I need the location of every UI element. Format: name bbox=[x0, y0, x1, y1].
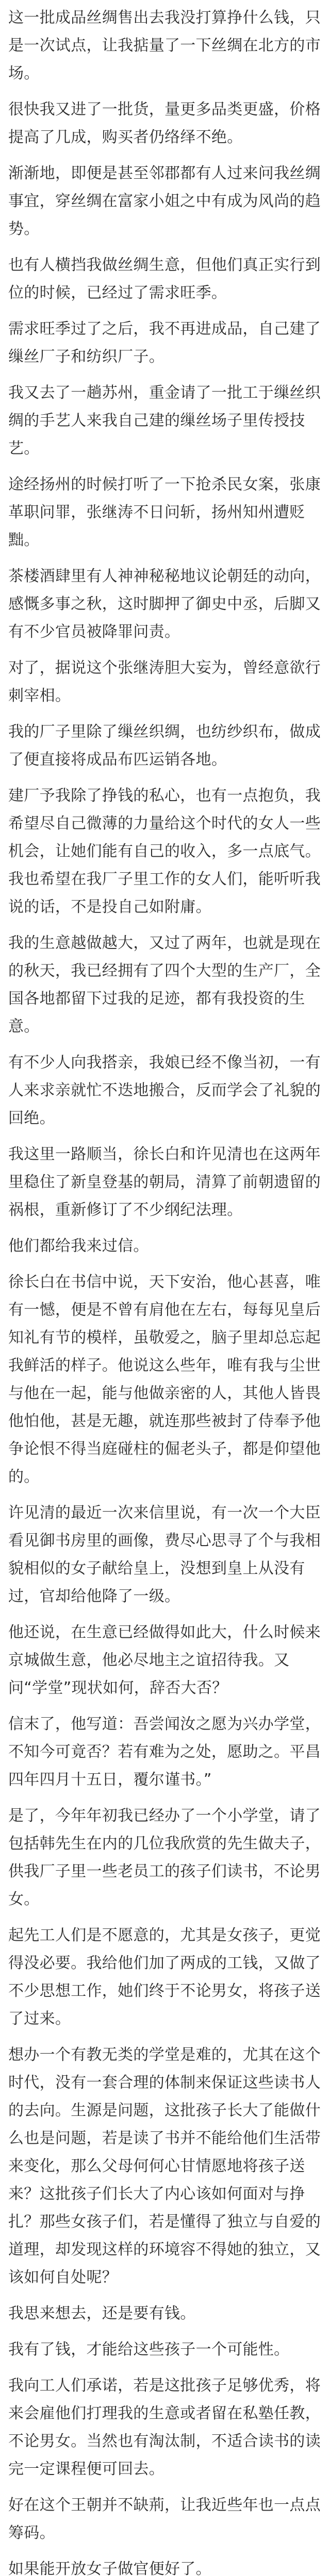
article-paragraph: 建厂予我除了挣钱的私心，也有一点抱负，我希望尽自己微薄的力量给这个时代的女人一些机会，让她们能有自己的收入，多一点底气。我也希望在我厂子里工作的女人们，能听听我说的话，不是投自己如附庸。 bbox=[8, 787, 321, 916]
article-paragraph: 想办一个有教无类的学堂是难的，尤其在这个时代，没有一套合理的体制来保证这些读书人的去向。生源是问题，这批孩子长大了能做什么也是问题，若是读了书并不能给他们生活带来变化，那么父母何何心甘情愿地将孩子送来？这批孩子们长大了内心该如何面对与挣扎？那些女孩子们，若是懂得了独立与自爱的道理，却发现这样的环境容不得她的独立，又该如何自处呢？ bbox=[8, 2046, 321, 2286]
article-paragraph: 许见清的最近一次来信里说，有一次一个大臣看见御书房里的画像，费尽心思寻了个与我相貌相似的女子献给皇上，没想到皇上从没有过，官却给他降了一级。 bbox=[8, 1504, 321, 1605]
article-paragraph: 茶楼酒肆里有人神神秘秘地议论朝廷的动向，感慨多事之秋，这时脚押了御史中丞，后脚又有不少官员被降罪问责。 bbox=[8, 567, 321, 641]
article-paragraph: 我向工人们承诺，若是这批孩子足够优秀，将来会雇他们打理我的生意或者留在私塾任教，不论男女。当然也有淘汰制，不适合读书的读完一定课程便可回去。 bbox=[8, 2377, 321, 2478]
article-paragraph: 渐渐地，即便是甚至邻郡都有人过来问我丝绸事宜，穿丝绸在富家小姐之中有成为风尚的趋势。 bbox=[8, 164, 321, 238]
article-paragraph: 信末了，他写道：吾尝闻汝之愿为兴办学堂，不知今可竟否？若有难为之处，愿助之。平昌四年四月十五日，覆尔谨书。” bbox=[8, 1715, 321, 1789]
article-paragraph: 有不少人向我搭亲，我娘已经不像当初，一有人来求亲就忙不迭地搬合，反而学会了礼貌的回绝。 bbox=[8, 1054, 321, 1127]
article-paragraph: 很快我又进了一批货，量更多品类更盛，价格提高了几成，购买者仍络绎不绝。 bbox=[8, 100, 321, 146]
article-paragraph: 我的厂子里除了缫丝织绸，也纺纱织布，做成了便直接将成品布匹运销各地。 bbox=[8, 723, 321, 769]
article-paragraph: 徐长白在书信中说，天下安治，他心甚喜，唯有一憾，便是不曾有肩他在左右，每每见皇后知礼有节的模样，虽敬爱之，脑子里却总忘起我鲜活的样子。他说这么些年，唯有我与尘世与他在一起，能与他做亲密的人，其他人皆畏他怕他，甚是无趣，就连那些被封了侍奉予他争论恨不得当庭碰柱的倔老头子，都是仰望他的。 bbox=[8, 1273, 321, 1486]
article-paragraph: 如果能开放女子做官便好了。 bbox=[8, 2560, 211, 2576]
article-paragraph: 需求旺季过了之后，我不再进成品，自己建了缫丝厂子和纺织厂子。 bbox=[8, 320, 321, 366]
article-paragraph: 我这里一路顺当，徐长白和许见清也在这两年里稳住了新皇登基的朝局，清算了前朝遗留的祸根，重新修订了不少纲纪法理。 bbox=[8, 1145, 321, 1219]
article-paragraph: 也有人横挡我做丝绸生意，但他们真正实行到位的时候，已经过了需求旺季。 bbox=[8, 256, 321, 302]
article-paragraph: 是了，今年年初我已经办了一个小学堂，请了包括韩先生在内的几位我欣赏的先生做夫子，供我厂子里一些老员工的孩子们读书，不论男女。 bbox=[8, 1807, 321, 1908]
article-paragraph: 起先工人们是不愿意的，尤其是女孩子，更觉得没必要。我给他们加了两成的工钱，又做了不少思想工作，她们终于不论男女，将孩子送了过来。 bbox=[8, 1926, 321, 2028]
article-paragraph: 他们都给我来过信。 bbox=[8, 1237, 149, 1255]
article-paragraph: 我的生意越做越大，又过了两年，也就是现在的秋天，我已经拥有了四个大型的生产厂，全国各地都留下过我的足迹，都有我投资的生意。 bbox=[8, 934, 321, 1036]
article-paragraph: 好在这个王朝并不缺荊，让我近些年也一点点筹码。 bbox=[8, 2496, 321, 2542]
article-paragraph: 我又去了一趟苏州，重金请了一批工于缫丝织绸的手艺人来我自己建的缫丝场子里传授技艺。 bbox=[8, 384, 321, 457]
article-paragraph: 途经扬州的时候打听了一下抢杀民女案，张康革职问罪，张继涛不日问斩，扬州知州遭贬黜。 bbox=[8, 476, 321, 549]
article-paragraph: 我有了钱，才能给这些孩子一个可能性。 bbox=[8, 2341, 290, 2359]
article-paragraph: 他还说，在生意已经做得如此大，什么时候来京城做生意，他必尽地主之谊招待我。又问“学堂”现状如何，辞否大否？ bbox=[8, 1623, 321, 1697]
article-paragraph: 对了，据说这个张继涛胆大妄为，曾经意欲行刺宰相。 bbox=[8, 659, 321, 705]
article-paragraph: 我思来想去，还是要有钱。 bbox=[8, 2304, 196, 2323]
article-paragraph: 这一批成品丝绸售出去我没打算挣什么钱，只是一次试点，让我掂量了一下丝绸在北方的市场。 bbox=[8, 9, 321, 82]
